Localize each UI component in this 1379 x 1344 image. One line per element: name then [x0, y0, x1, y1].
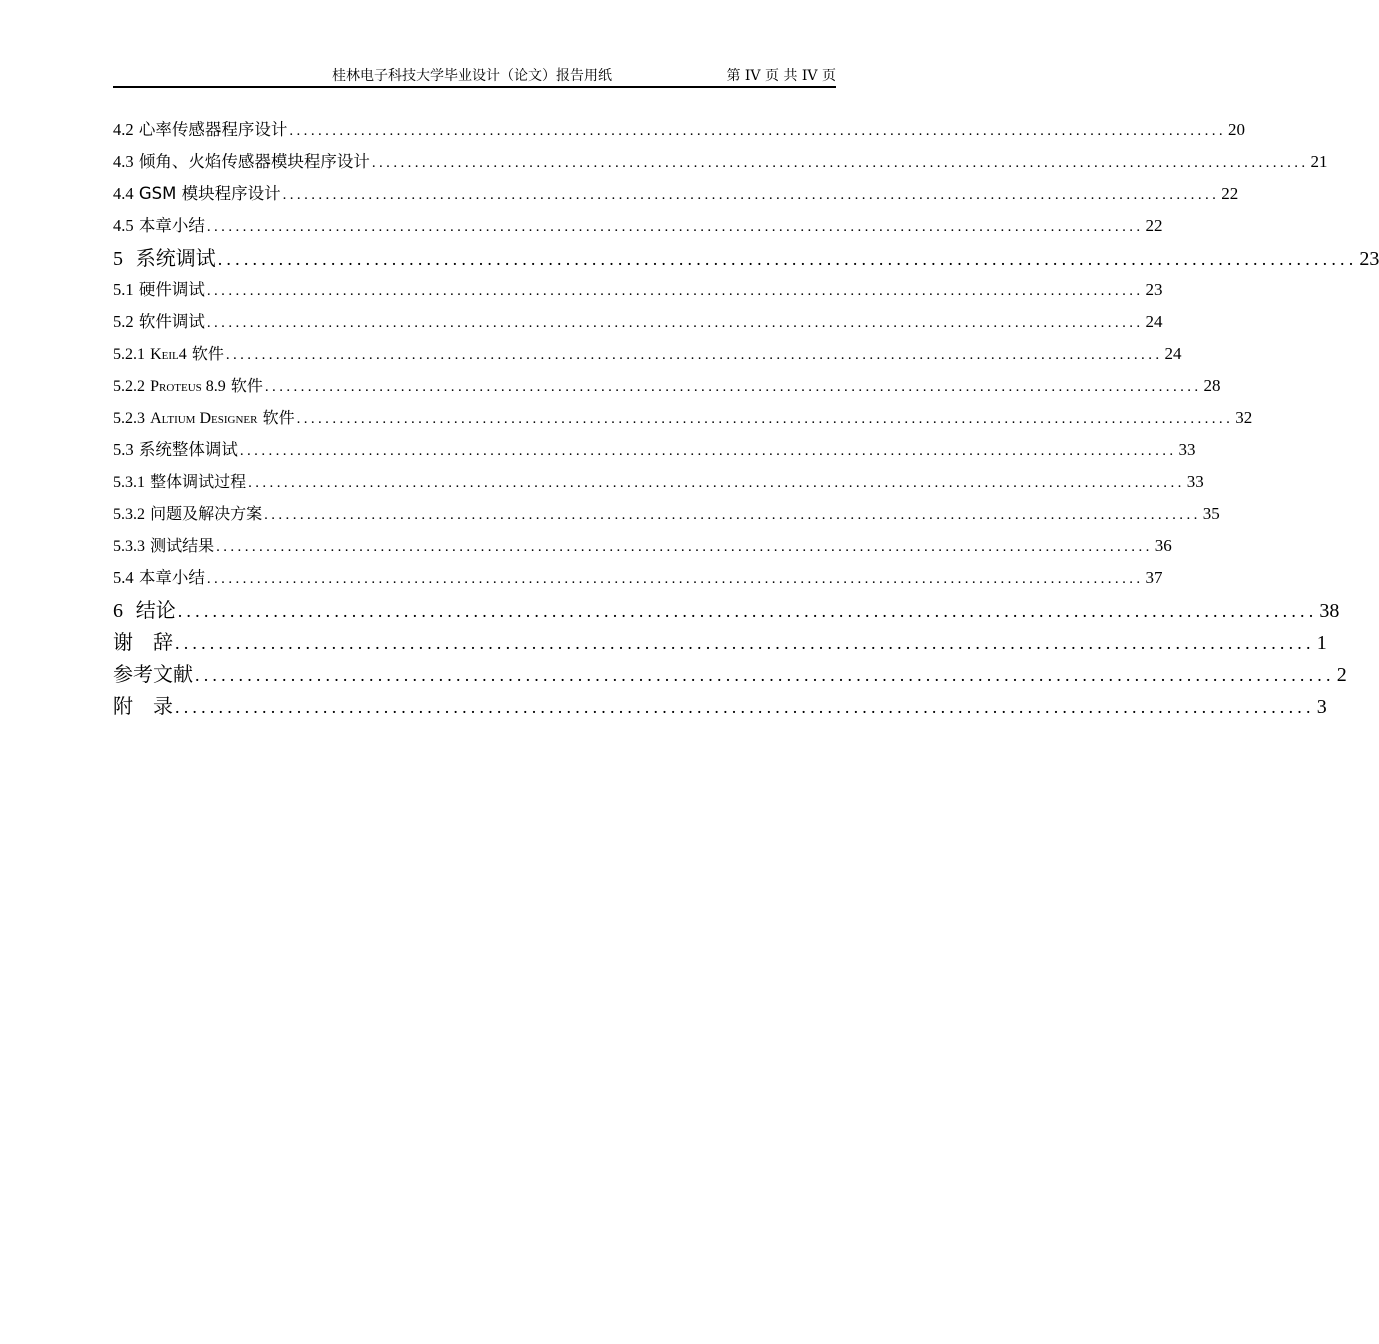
toc-number: 5.1	[113, 280, 134, 299]
toc-number: 5.2	[113, 312, 134, 331]
toc-label: 测试结果	[150, 536, 215, 555]
toc-label: 参考文献	[113, 662, 193, 686]
toc-page: 28	[1203, 376, 1221, 395]
toc-label: 整体调试过程	[150, 472, 247, 491]
toc-entry-5-3-3[interactable]	[113, 530, 1172, 562]
toc-entry-4-4[interactable]	[113, 178, 1239, 210]
toc-number: 5.3.1	[113, 474, 145, 491]
toc-entry-4-3[interactable]	[113, 146, 1328, 178]
toc-leader: ...................................................................................................................................	[195, 665, 1335, 685]
toc-number: 5.2.2	[113, 378, 145, 395]
toc-page: 33	[1186, 472, 1204, 491]
toc-page: 32	[1235, 408, 1253, 427]
toc-leader: ...................................................................................................................................	[177, 601, 1318, 621]
toc-page: 24	[1145, 312, 1163, 331]
toc-entry-5-2-2[interactable]	[113, 370, 1221, 402]
toc-leader: ...................................................................................................................................	[225, 347, 1163, 363]
toc-label: 倾角、火焰传感器模块程序设计	[138, 152, 370, 171]
toc-number: 4.3	[113, 152, 134, 171]
toc-label-latin: Proteus 8.9	[150, 378, 226, 395]
toc-leader: ...................................................................................................................................	[296, 411, 1234, 427]
toc-number: 5.3	[113, 440, 134, 459]
toc-label-latin: Altium Designer	[150, 410, 258, 427]
toc-leader: ...................................................................................................................................	[282, 187, 1220, 203]
toc-entry-acknowledgements[interactable]	[113, 626, 1327, 658]
toc-label: 本章小结	[138, 216, 205, 235]
toc-leader: ...................................................................................................................................	[206, 571, 1144, 587]
toc-number: 4.2	[113, 120, 134, 139]
toc-page: 38	[1319, 600, 1340, 622]
toc-entry-5-3-1[interactable]	[113, 466, 1204, 498]
toc-page: 20	[1228, 120, 1246, 139]
table-of-contents	[113, 114, 1379, 722]
toc-page: 3	[1316, 696, 1327, 718]
toc-label: 本章小结	[138, 568, 205, 587]
toc-number: 5.3.2	[113, 506, 145, 523]
toc-leader: ...................................................................................................................................	[206, 219, 1144, 235]
toc-number: 4.4	[113, 184, 134, 203]
toc-page: 36	[1154, 536, 1172, 555]
toc-number: 5.2.1	[113, 346, 145, 363]
toc-entry-6[interactable]	[113, 594, 1340, 626]
toc-leader: ...................................................................................................................................	[206, 283, 1144, 299]
toc-number: 4.5	[113, 216, 134, 235]
toc-label: 系统整体调试	[138, 440, 238, 459]
toc-leader: ...................................................................................................................................	[175, 697, 1315, 717]
toc-leader: ...................................................................................................................................	[248, 475, 1185, 491]
toc-entry-5-2-3[interactable]	[113, 402, 1253, 434]
toc-page: 35	[1202, 504, 1220, 523]
toc-entry-4-2[interactable]	[113, 114, 1246, 146]
toc-leader: ...................................................................................................................................	[264, 507, 1201, 523]
toc-entry-5-3-2[interactable]	[113, 498, 1220, 530]
toc-page: 2	[1336, 664, 1347, 686]
page-header	[113, 66, 836, 86]
toc-entry-appendix[interactable]	[113, 690, 1327, 722]
toc-leader: ...................................................................................................................................	[175, 633, 1315, 653]
toc-number: 5.4	[113, 568, 134, 587]
toc-entry-5-1[interactable]	[113, 274, 1163, 306]
toc-number: 5.3.3	[113, 538, 145, 555]
toc-label: 软件调试	[138, 312, 205, 331]
toc-entry-5-2-1[interactable]	[113, 338, 1182, 370]
toc-entry-references[interactable]	[113, 658, 1347, 690]
toc-entry-5[interactable]	[113, 242, 1379, 274]
toc-number: 6	[113, 600, 123, 622]
toc-label: 结论	[135, 598, 176, 622]
toc-entry-5-3[interactable]	[113, 434, 1196, 466]
toc-leader: ...................................................................................................................................	[239, 443, 1177, 459]
toc-entry-5-2[interactable]	[113, 306, 1163, 338]
toc-page: 1	[1316, 632, 1327, 654]
header-rule	[113, 86, 836, 88]
toc-label: GSM 模块程序设计	[138, 184, 281, 203]
toc-page: 22	[1145, 216, 1163, 235]
toc-entry-4-5[interactable]	[113, 210, 1163, 242]
toc-leader: ...................................................................................................................................	[217, 249, 1358, 269]
toc-page: 21	[1310, 152, 1328, 171]
toc-page: 23	[1359, 248, 1379, 270]
toc-label-latin: Keil4	[150, 346, 187, 363]
toc-label: 问题及解决方案	[150, 504, 263, 523]
toc-label: 附 录	[113, 694, 173, 718]
toc-leader: ...................................................................................................................................	[371, 155, 1309, 171]
toc-page: 22	[1221, 184, 1239, 203]
header-page-number: 第 IV 页 共 IV 页	[726, 68, 836, 84]
toc-label: 系统调试	[135, 246, 216, 270]
toc-label: 心率传感器程序设计	[138, 120, 288, 139]
toc-page: 24	[1164, 344, 1182, 363]
toc-leader: ...................................................................................................................................	[289, 123, 1227, 139]
toc-label: 谢 辞	[113, 630, 173, 654]
toc-page: 33	[1178, 440, 1196, 459]
toc-number: 5.2.3	[113, 410, 145, 427]
toc-label: 软件	[191, 344, 224, 363]
toc-number: 5	[113, 248, 123, 270]
toc-leader: ...................................................................................................................................	[216, 539, 1153, 555]
toc-label: 软件	[262, 408, 295, 427]
toc-page: 23	[1145, 280, 1163, 299]
header-title: 桂林电子科技大学毕业设计（论文）报告用纸	[332, 68, 612, 84]
toc-leader: ...................................................................................................................................	[264, 379, 1202, 395]
toc-label: 硬件调试	[138, 280, 205, 299]
toc-label: 软件	[230, 376, 263, 395]
toc-page: 37	[1145, 568, 1163, 587]
toc-leader: ...................................................................................................................................	[206, 315, 1144, 331]
toc-entry-5-4[interactable]	[113, 562, 1163, 594]
